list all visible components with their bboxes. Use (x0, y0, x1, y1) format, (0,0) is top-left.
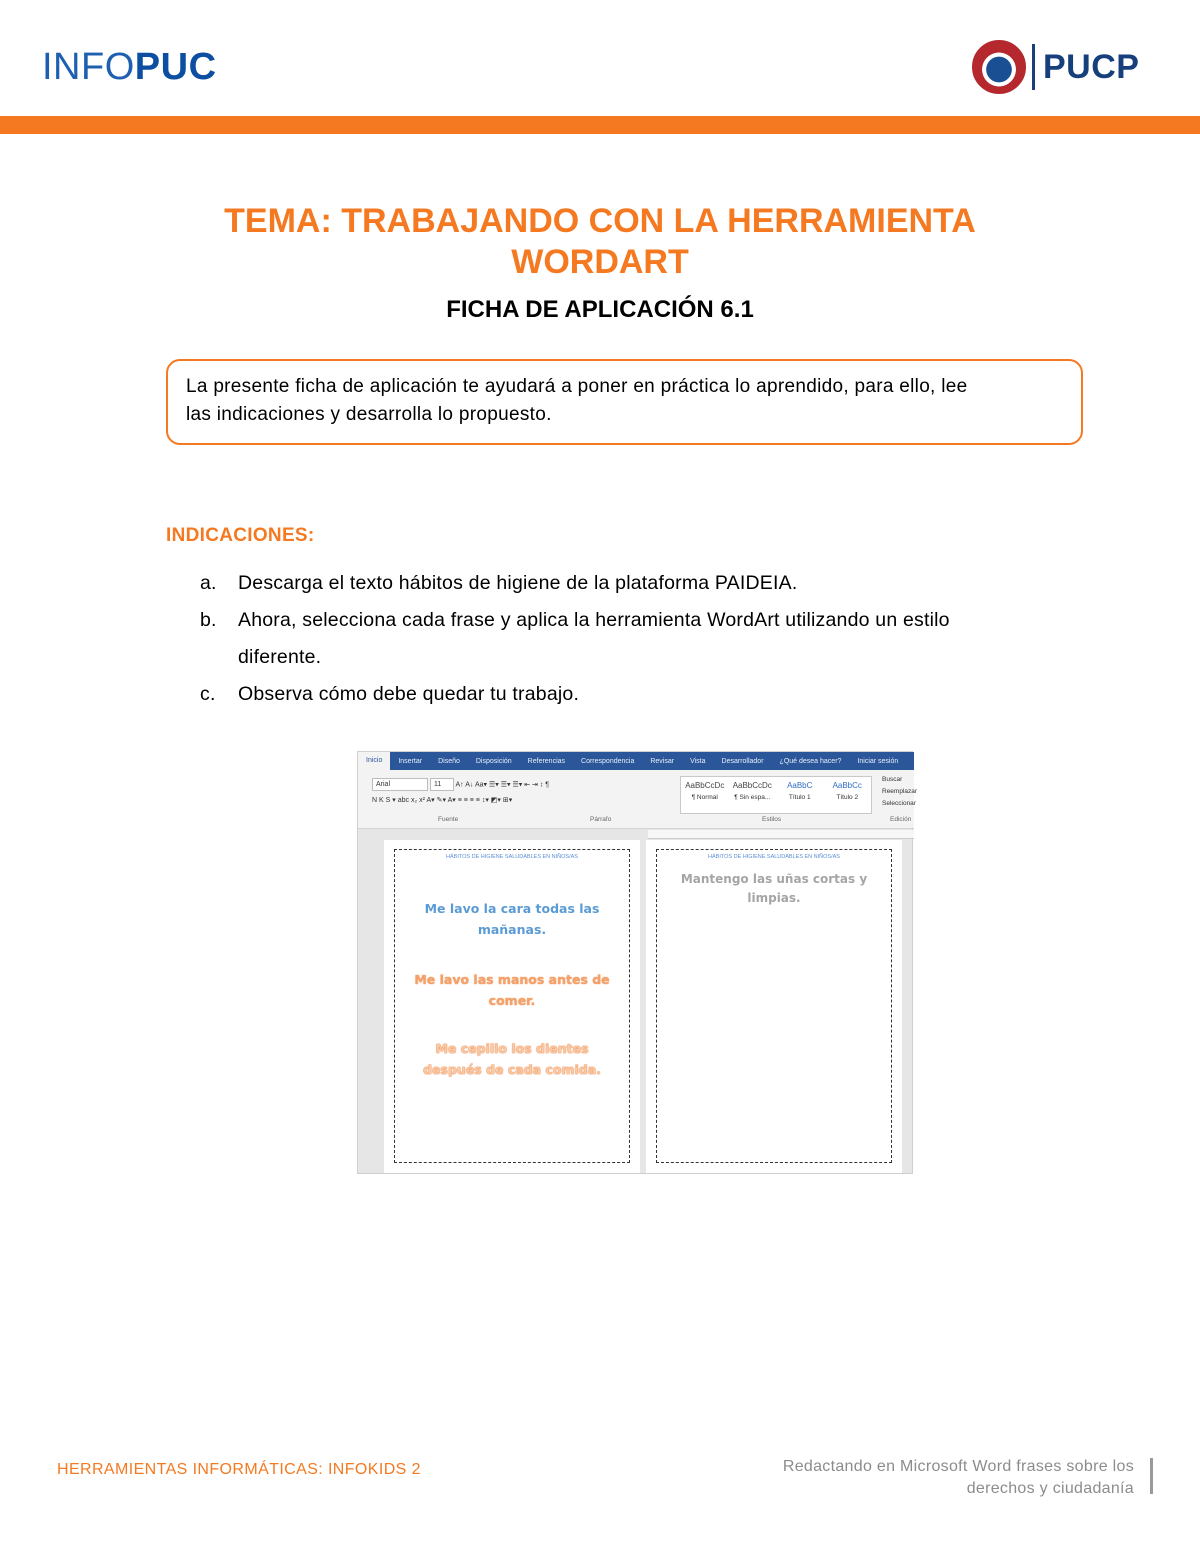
word-screenshot-figure (357, 751, 918, 1174)
style-sample: AaBbCc (832, 781, 862, 790)
indication-text: Ahora, selecciona cada frase y aplica la herramienta WordArt utilizando un estilo (238, 609, 950, 631)
paragraph-list-icons[interactable]: ☰▾ ☰▾ ☰▾ ⇤ ⇥ ↕ ¶ (489, 781, 550, 789)
text-effects-icon[interactable]: A▾ ✎▾ A▾ (426, 797, 456, 804)
indication-item-c (198, 676, 1058, 713)
page-subtitle: FICHA DE APLICACIÓN 6.1 (446, 296, 754, 323)
style-heading-2[interactable] (824, 777, 872, 813)
tab-correspondencia[interactable]: Correspondencia (581, 757, 635, 765)
indication-text: Observa cómo debe quedar tu trabajo. (238, 683, 580, 705)
intro-box (166, 359, 1083, 445)
wordart-line: limpias. (747, 891, 801, 905)
wordart-line: después de cada comida. (423, 1062, 601, 1077)
ribbon-home (358, 770, 918, 829)
intro-line-1: La presente ficha de aplicación te ayudará a poner en práctica lo aprendido, para ello, lee (186, 376, 968, 397)
wordart-line: Me lavo las manos antes de (414, 972, 610, 987)
doc-page-1 (384, 840, 640, 1173)
wordart-phrase-4[interactable] (657, 870, 891, 908)
sign-in-link[interactable]: Iniciar sesión (857, 757, 899, 765)
wordart-line: mañanas. (477, 922, 547, 937)
page-title-line-2: WORDART (511, 243, 689, 281)
indications-heading: INDICACIONES: (166, 525, 315, 546)
underline-button[interactable]: S ▾ abc x₂ x² (385, 797, 425, 804)
font-row (372, 778, 549, 791)
doc-page-2 (646, 840, 902, 1173)
style-name: ¶ Sin espa... (734, 794, 771, 801)
format-row (372, 796, 512, 804)
pucp-logo-text: PUCP (1043, 47, 1140, 86)
infopuc-logo (42, 46, 217, 89)
style-no-spacing[interactable] (729, 777, 777, 813)
tell-me-box[interactable]: ¿Qué desea hacer? (779, 757, 842, 765)
page-header-text: HÁBITOS DE HIGIENE SALUDABLES EN NIÑOS/AS (446, 854, 578, 860)
page-title-line-1: TEMA: TRABAJANDO CON LA HERRAMIENTA (224, 202, 976, 240)
group-label-fuente: Fuente (438, 816, 459, 823)
footer-course: HERRAMIENTAS INFORMÁTICAS: INFOKIDS 2 (57, 1461, 421, 1478)
pucp-seal-icon (972, 40, 1026, 94)
tab-revisar[interactable]: Revisar (650, 757, 675, 765)
footer-divider (1150, 1458, 1153, 1494)
indication-text: Descarga el texto hábitos de higiene de la plataforma PAIDEIA. (238, 572, 798, 594)
page-border (656, 849, 892, 1163)
wordart-line: Me lavo la cara todas las (424, 901, 600, 916)
indication-item-a (198, 565, 1058, 602)
pucp-logo-divider (1032, 44, 1035, 90)
bold-button[interactable]: N (372, 797, 378, 804)
style-normal[interactable] (681, 777, 729, 813)
wordart-phrase-1[interactable] (395, 898, 629, 940)
style-heading-1[interactable] (776, 777, 824, 813)
select-button[interactable]: Seleccionar (882, 800, 916, 807)
infopuc-logo-regular: INFO (42, 46, 135, 88)
page-header (0, 0, 1200, 118)
wordart-phrase-3[interactable] (395, 1038, 629, 1080)
indications-list (198, 565, 1058, 713)
indication-marker: a. (200, 572, 217, 594)
group-label-estilos: Estilos (762, 816, 782, 823)
font-size-select[interactable]: 11 (430, 778, 454, 791)
group-label-parrafo: Párrafo (590, 816, 612, 823)
editing-group (882, 774, 917, 810)
style-name: Título 1 (788, 794, 811, 801)
style-sample: AaBbCcDc (732, 781, 772, 790)
style-name: ¶ Normal (691, 794, 718, 801)
intro-line-2: las indicaciones y desarrolla lo propuesto. (186, 404, 552, 425)
style-sample: AaBbCcDc (685, 781, 725, 790)
indication-item-b (198, 602, 1058, 676)
wordart-line: Me cepillo los dientes (435, 1041, 589, 1056)
tab-vista[interactable]: Vista (690, 757, 706, 765)
group-label-edicion: Edición (890, 816, 912, 823)
footer-topic (714, 1456, 1134, 1500)
indication-marker: b. (200, 609, 217, 631)
page-header-text: HÁBITOS DE HIGIENE SALUDABLES EN NIÑOS/AS (708, 854, 840, 860)
tab-desarrollador[interactable]: Desarrollador (721, 757, 764, 765)
wordart-line: comer. (488, 993, 536, 1008)
indication-text: diferente. (238, 646, 322, 668)
wordart-line: Mantengo las uñas cortas y (680, 872, 868, 886)
styles-gallery (680, 776, 872, 814)
footer-topic-line-1: Redactando en Microsoft Word frases sobre los (782, 1458, 1134, 1475)
find-button[interactable]: Buscar (882, 776, 903, 783)
footer-topic-line-2: derechos y ciudadanía (966, 1480, 1134, 1497)
pucp-logo (972, 38, 1139, 96)
tab-referencias[interactable]: Referencias (527, 757, 566, 765)
tab-insertar[interactable]: Insertar (398, 757, 423, 765)
ribbon-tab-bar (358, 752, 914, 770)
page-border (394, 849, 630, 1163)
wordart-phrase-2[interactable] (395, 969, 629, 1011)
font-name-select[interactable]: Arial (372, 778, 428, 791)
tab-diseno[interactable]: Diseño (438, 757, 460, 765)
tab-inicio[interactable]: Inicio (358, 752, 390, 770)
tab-disposicion[interactable]: Disposición (475, 757, 512, 765)
style-name: Título 2 (836, 794, 859, 801)
italic-button[interactable]: K (379, 797, 384, 804)
align-buttons[interactable]: ≡ ≡ ≡ ≡ ↕▾ ◩▾ ⊞▾ (457, 797, 513, 804)
replace-button[interactable]: Reemplazar (882, 788, 918, 795)
indication-marker: c. (200, 683, 216, 705)
horizontal-ruler[interactable] (648, 830, 914, 839)
style-sample: AaBbC (787, 781, 813, 790)
grow-shrink-font-icon[interactable]: A↑ A↓ Aa▾ (455, 781, 489, 789)
header-accent-bar (0, 116, 1200, 134)
infopuc-logo-bold: PUC (134, 46, 217, 88)
